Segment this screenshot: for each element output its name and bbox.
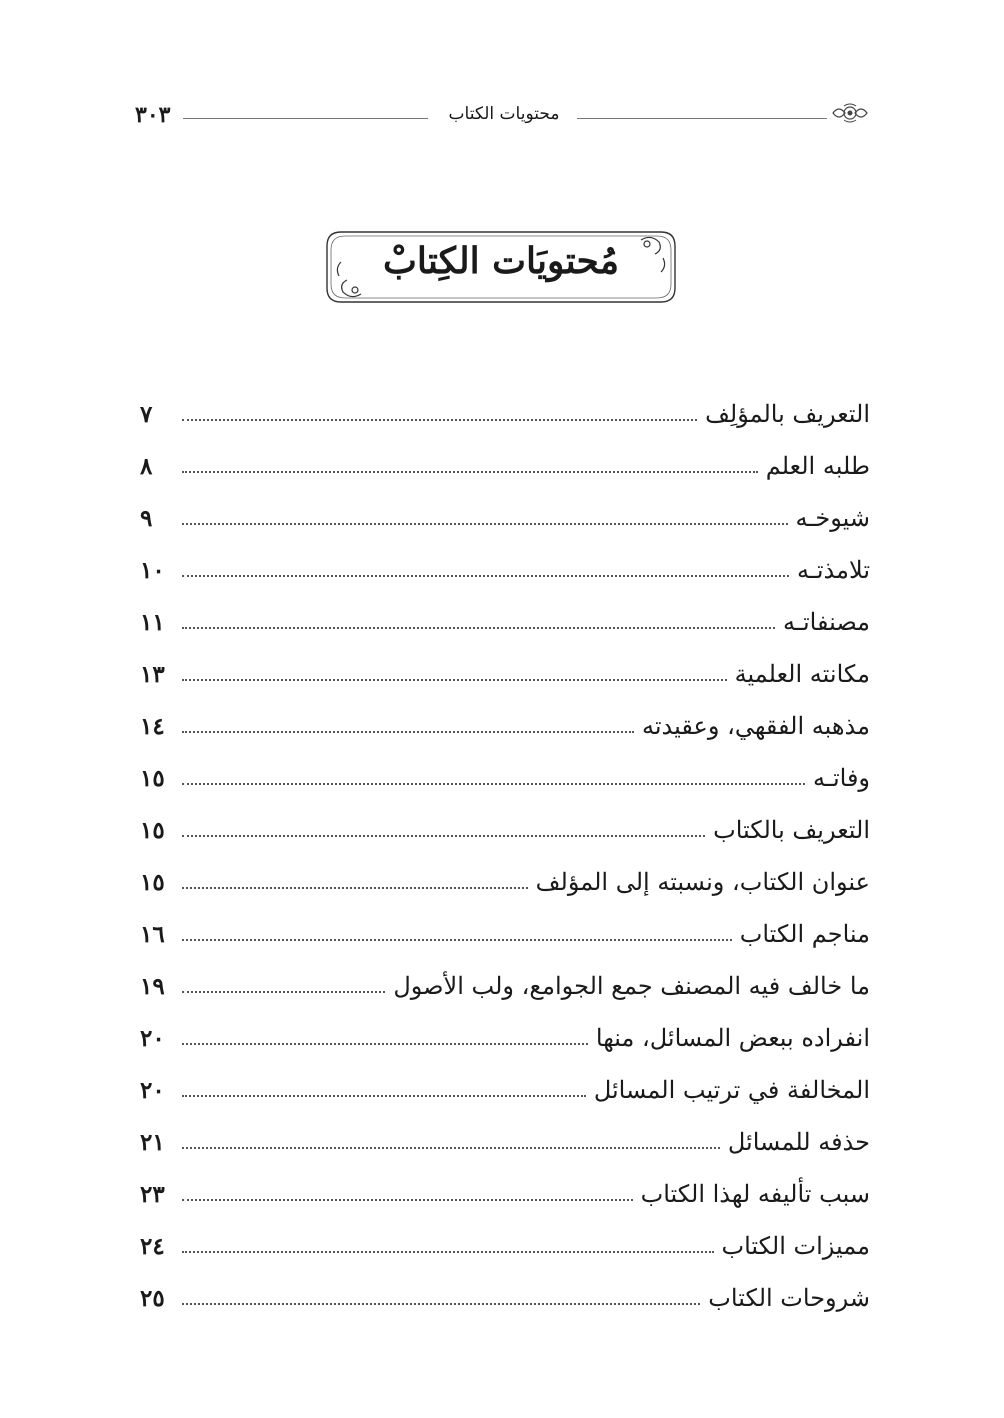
toc-leader-dots xyxy=(182,1199,633,1201)
toc-entry-page-number: ١٥ xyxy=(140,817,165,844)
title-cartouche xyxy=(323,228,679,306)
toc-entry-page-number: ٢٤ xyxy=(140,1233,165,1260)
toc-leader-dots xyxy=(182,1043,588,1045)
cartouche-flourish-bottom-left xyxy=(337,262,361,297)
toc-entry-page-number: ٢٠ xyxy=(140,1077,165,1104)
toc-leader-dots xyxy=(182,471,758,473)
table-of-contents xyxy=(140,382,870,1318)
cartouche-flourish-top-right xyxy=(641,237,665,272)
toc-entry xyxy=(140,798,870,850)
toc-entry-title: سبب تأليفه لهذا الكتاب xyxy=(640,1180,870,1208)
running-header xyxy=(135,100,870,130)
toc-leader-dots xyxy=(182,523,788,525)
toc-entry xyxy=(140,1058,870,1110)
toc-leader-dots xyxy=(182,575,789,577)
toc-entry xyxy=(140,902,870,954)
toc-entry xyxy=(140,434,870,486)
toc-entry-page-number: ٩ xyxy=(140,505,153,532)
toc-entry xyxy=(140,850,870,902)
toc-leader-dots xyxy=(182,991,385,993)
toc-entry xyxy=(140,642,870,694)
toc-entry xyxy=(140,538,870,590)
toc-entry xyxy=(140,382,870,434)
toc-leader-dots xyxy=(182,939,732,941)
toc-entry xyxy=(140,1006,870,1058)
toc-entry-title: التعريف بالكتاب xyxy=(713,816,870,844)
toc-entry xyxy=(140,1266,870,1318)
page-title: مُحتويَات الكِتابْ xyxy=(383,240,619,282)
header-rule-right xyxy=(577,118,827,119)
toc-entry-page-number: ٨ xyxy=(140,453,153,480)
toc-entry-page-number: ٢٠ xyxy=(140,1025,165,1052)
toc-entry-page-number: ١٥ xyxy=(140,765,165,792)
toc-leader-dots xyxy=(182,1147,720,1149)
toc-entry-page-number: ٧ xyxy=(140,401,153,428)
toc-entry-page-number: ١٠ xyxy=(140,557,165,584)
toc-entry-title: تلامذتـه xyxy=(796,556,870,584)
toc-entry-title: شروحات الكتاب xyxy=(708,1284,870,1312)
toc-entry-title: وفاتـه xyxy=(813,764,870,792)
toc-entry-page-number: ٢١ xyxy=(140,1129,165,1156)
toc-entry-title: انفراده ببعض المسائل، منها xyxy=(595,1024,870,1052)
toc-leader-dots xyxy=(182,1303,700,1305)
toc-entry-title: التعريف بالمؤلِف xyxy=(705,400,870,428)
toc-entry xyxy=(140,486,870,538)
toc-leader-dots xyxy=(182,783,805,785)
toc-leader-dots xyxy=(182,419,697,421)
toc-entry-title: طلبه العلم xyxy=(765,452,870,480)
toc-entry xyxy=(140,746,870,798)
toc-leader-dots xyxy=(182,835,705,837)
toc-entry-page-number: ٢٥ xyxy=(140,1285,165,1312)
toc-leader-dots xyxy=(182,1251,714,1253)
toc-entry xyxy=(140,1110,870,1162)
header-rule-left xyxy=(183,118,428,119)
running-title: محتويات الكتاب xyxy=(448,104,560,124)
toc-entry-page-number: ١٥ xyxy=(140,869,165,896)
toc-entry-title: ما خالف فيه المصنف جمع الجوامع، ولب الأصول xyxy=(393,972,870,1000)
toc-leader-dots xyxy=(182,887,528,889)
toc-entry-title: مذهبه الفقهي، وعقيدته xyxy=(642,712,870,740)
toc-entry-title: مميزات الكتاب xyxy=(721,1232,870,1260)
toc-entry-page-number: ١٦ xyxy=(140,921,165,948)
toc-entry-page-number: ١١ xyxy=(140,609,165,636)
toc-entry-title: مصنفاتـه xyxy=(783,608,870,636)
toc-entry xyxy=(140,590,870,642)
toc-entry-title: حذفه للمسائل xyxy=(727,1128,870,1156)
toc-entry-page-number: ١٩ xyxy=(140,973,165,1000)
toc-entry-title: مكانته العلمية xyxy=(734,660,870,688)
toc-leader-dots xyxy=(182,627,775,629)
header-ornament-icon xyxy=(831,102,869,124)
toc-entry-title: شيوخـه xyxy=(795,504,870,532)
toc-entry-page-number: ١٣ xyxy=(140,661,165,688)
toc-entry xyxy=(140,694,870,746)
toc-entry xyxy=(140,1214,870,1266)
toc-leader-dots xyxy=(182,731,634,733)
toc-leader-dots xyxy=(182,1095,586,1097)
toc-entry-title: عنوان الكتاب، ونسبته إلى المؤلف xyxy=(535,868,870,896)
toc-entry xyxy=(140,954,870,1006)
toc-entry xyxy=(140,1162,870,1214)
toc-entry-page-number: ١٤ xyxy=(140,713,165,740)
toc-entry-title: مناجم الكتاب xyxy=(739,920,870,948)
toc-entry-title: المخالفة في ترتيب المسائل xyxy=(593,1076,870,1104)
toc-leader-dots xyxy=(182,679,727,681)
toc-entry-page-number: ٢٣ xyxy=(140,1181,165,1208)
page-number: ٣٠٣ xyxy=(135,102,171,128)
